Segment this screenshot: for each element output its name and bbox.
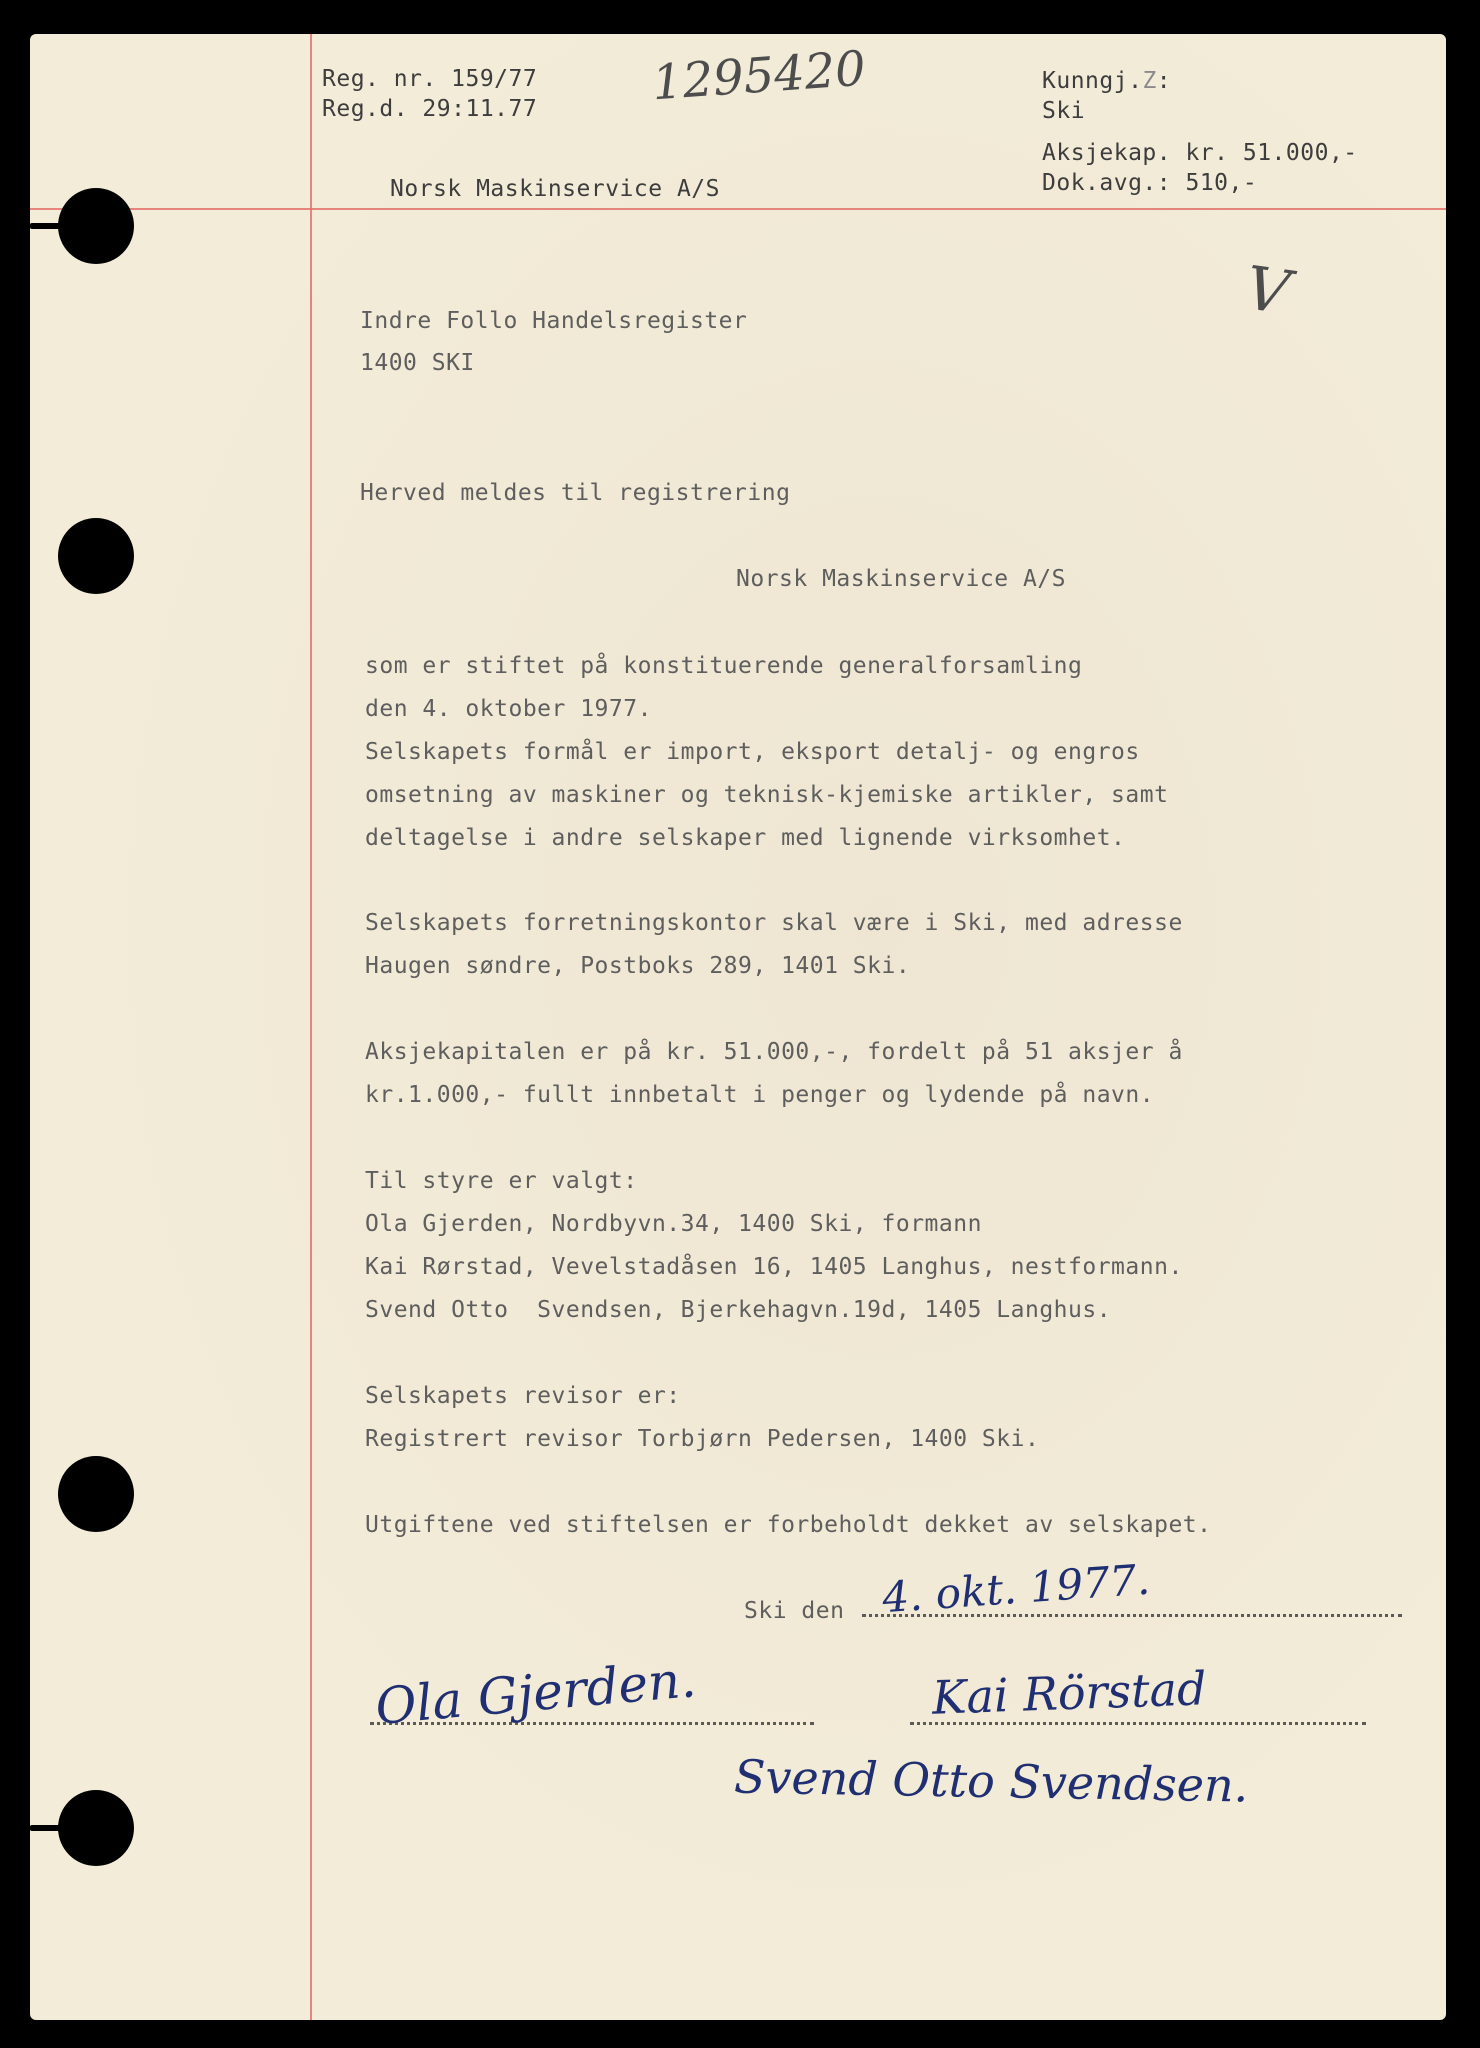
kunngj-mark: Z [1142, 68, 1157, 94]
body-line: omsetning av maskiner og teknisk-kjemiske artikler, samt [365, 782, 1169, 808]
date-handwritten: 4. okt. 1977. [880, 1554, 1152, 1623]
kunngj-line [1042, 66, 1171, 96]
body-line: Aksjekapitalen er på kr. 51.000,-, fordelt på 51 aksjer å [365, 1039, 1183, 1065]
recipient-line-1: Indre Follo Handelsregister [360, 308, 748, 334]
body-company-name: Norsk Maskinservice A/S [736, 566, 1066, 592]
board-heading: Til styre er valgt: [365, 1168, 638, 1194]
body-line: som er stiftet på konstituerende generalforsamling [365, 653, 1083, 679]
punch-hole-mark [30, 223, 70, 229]
red-header-line [30, 208, 1446, 210]
body-line: Selskapets formål er import, eksport detalj- og engros [365, 739, 1140, 765]
auditor-heading: Selskapets revisor er: [365, 1383, 681, 1409]
punch-hole [58, 1456, 134, 1532]
body-line: Haugen søndre, Postboks 289, 1401 Ski. [365, 953, 911, 979]
signature-kai-rorstad: Kai Rörstad [931, 1661, 1208, 1725]
body-line: deltagelse i andre selskaper med lignende virksomhet. [365, 825, 1126, 851]
kunngj-colon: : [1156, 68, 1172, 94]
board-member: Kai Rørstad, Vevelstadåsen 16, 1405 Langhus, nestformann. [365, 1254, 1183, 1280]
kunngj-label: Kunngj. [1042, 68, 1143, 94]
punch-hole-mark [30, 1825, 70, 1831]
body-line: Selskapets forretningskontor skal være i Ski, med adresse [365, 910, 1183, 936]
board-member: Ola Gjerden, Nordbyvn.34, 1400 Ski, formann [365, 1211, 982, 1237]
punch-hole [58, 518, 134, 594]
document-page [30, 34, 1446, 2020]
signature-ola-gjerden: Ola Gjerden. [373, 1650, 699, 1736]
red-margin-line [310, 34, 312, 2020]
place-label: Ski den [744, 1598, 845, 1624]
signature-svend-otto-svendsen: Svend Otto Svendsen. [733, 1749, 1249, 1813]
header-company-name: Norsk Maskinservice A/S [390, 176, 720, 202]
recipient-line-2: 1400 SKI [360, 350, 475, 376]
handwritten-number: 1295420 [650, 40, 868, 112]
reg-number: Reg. nr. 159/77 [322, 66, 538, 92]
intro-text: Herved meldes til registrering [360, 480, 791, 506]
costs-text: Utgiftene ved stiftelsen er forbeholdt dekket av selskapet. [365, 1512, 1212, 1538]
board-member: Svend Otto Svendsen, Bjerkehagvn.19d, 1405 Langhus. [365, 1297, 1112, 1323]
body-line: kr.1.000,- fullt innbetalt i penger og lydende på navn. [365, 1082, 1155, 1108]
check-mark: V [1241, 253, 1295, 329]
kunngj-place: Ski [1042, 98, 1086, 124]
document-fee: Dok.avg.: 510,- [1042, 170, 1258, 196]
share-capital: Aksjekap. kr. 51.000,- [1042, 140, 1358, 166]
reg-date: Reg.d. 29:11.77 [322, 96, 538, 122]
auditor-name: Registrert revisor Torbjørn Pedersen, 1400 Ski. [365, 1426, 1040, 1452]
body-line: den 4. oktober 1977. [365, 696, 652, 722]
